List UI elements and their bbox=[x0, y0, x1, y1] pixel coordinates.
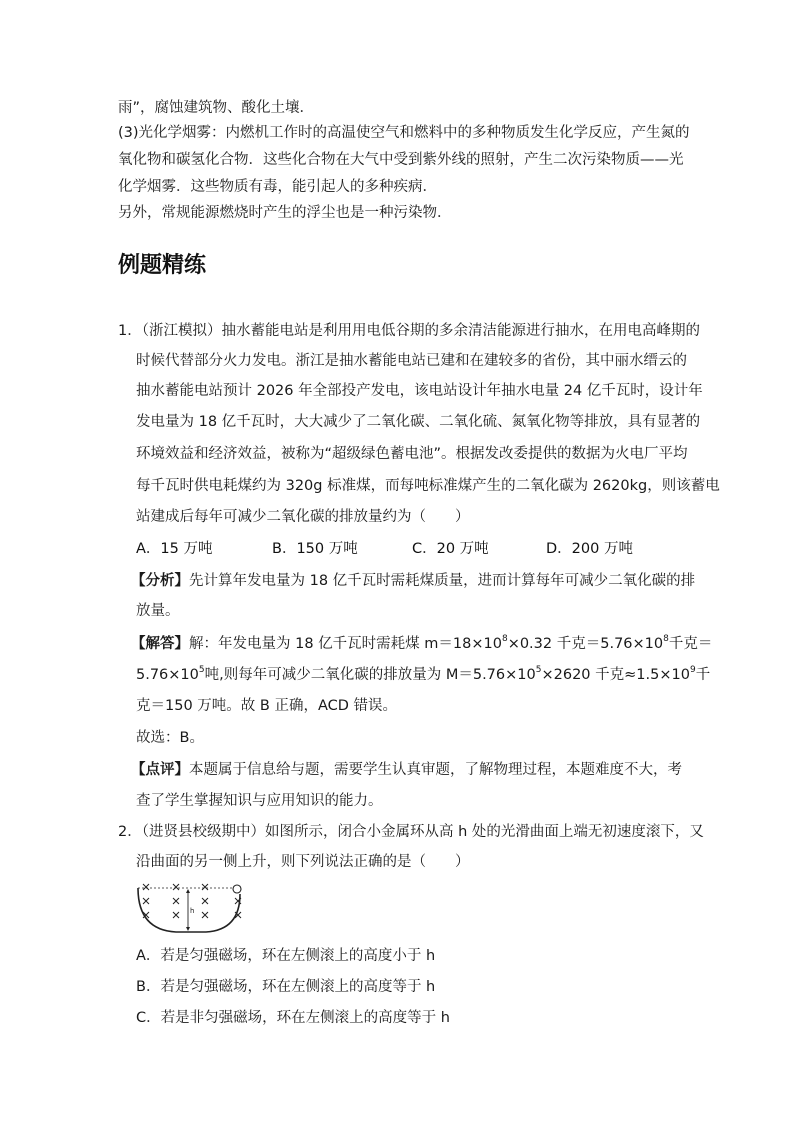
sol-l2-sup2: 5 bbox=[535, 665, 542, 676]
q1-line-2: 时候代替部分火力发电。浙江是抽水蓄能电站已建和在建较多的省份，其中丽水缙云的 bbox=[136, 353, 687, 369]
q1-line-5: 环境效益和经济效益，被称为“超级绿色蓄电池”。根据发改委提供的数据为火电厂平均 bbox=[136, 446, 688, 462]
sol-l2-a: 5.76×10 bbox=[136, 667, 199, 683]
sol-l2-c: ×2620 千克≈1.5×10 bbox=[541, 667, 690, 683]
intro-line-2: (3)光化学烟雾：内燃机工作时的高温使空气和燃料中的多种物质发生化学反应，产生氮的 bbox=[118, 125, 690, 141]
q1-option-a: A．15 万吨 bbox=[136, 541, 213, 557]
sol-l2-b: 吨,则每年可减少二氧化碳的排放量为 M＝5.76×10 bbox=[204, 667, 536, 683]
comment-tag: 【点评】 bbox=[131, 762, 189, 778]
q1-choice: 故选：B。 bbox=[136, 730, 204, 746]
metal-ring-icon bbox=[233, 885, 241, 893]
magnetic-field-track-figure bbox=[136, 880, 251, 940]
q1-comment-line-1 bbox=[131, 760, 682, 780]
q1-option-b: B．150 万吨 bbox=[272, 541, 358, 557]
sol-l2-sup1: 5 bbox=[198, 665, 205, 676]
q1-option-c: C．20 万吨 bbox=[412, 541, 489, 557]
q1-line-7: 站建成后每年可减少二氧化碳的排放量约为（ ） bbox=[136, 509, 470, 525]
q2-option-b: B．若是匀强磁场，环在左侧滚上的高度等于 h bbox=[136, 979, 436, 995]
comment-text: 本题属于信息给与题，需要学生认真审题，了解物理过程，本题难度不大，考 bbox=[189, 762, 682, 778]
sol-l2-sup3: 9 bbox=[689, 665, 696, 676]
q2-option-a: A．若是匀强磁场，环在左侧滚上的高度小于 h bbox=[136, 948, 436, 964]
curved-track bbox=[138, 888, 240, 932]
q1-analysis-line-2: 放量。 bbox=[136, 603, 180, 619]
q2-option-c: C．若是非匀强磁场，环在左侧滚上的高度等于 h bbox=[136, 1010, 450, 1026]
height-label: h bbox=[190, 907, 195, 915]
height-arrow-head-top bbox=[186, 889, 190, 893]
q1-solution-line-2 bbox=[136, 665, 710, 685]
height-arrow-head-bottom bbox=[186, 927, 190, 931]
solution-tag: 【解答】 bbox=[131, 636, 189, 652]
analysis-text: 先计算年发电量为 18 亿千瓦时需耗煤质量，进而计算每年可减少二氧化碳的排 bbox=[189, 573, 696, 589]
q2-line-2: 沿曲面的另一侧上升，则下列说法正确的是（ ） bbox=[136, 854, 470, 870]
q1-line-3: 抽水蓄能电站预计 2026 年全部投产发电，该电站设计年抽水电量 24 亿千瓦时，设计年 bbox=[136, 383, 703, 399]
sol-l2-d: 千 bbox=[695, 667, 711, 683]
q1-line-4: 发电量为 18 亿千瓦时，大大减少了二氧化碳、二氧化硫、氮氧化物等排放，具有显著的 bbox=[136, 414, 701, 430]
q1-line-6: 每千瓦时供电耗煤约为 320g 标准煤，而每吨标准煤产生的二氧化碳为 2620kg，则该蓄电 bbox=[136, 478, 720, 494]
q2-line-1: 2．（进贤县校级期中）如图所示，闭合小金属环从高 h 处的光滑曲面上端无初速度滚下，又 bbox=[118, 824, 704, 840]
q1-solution-line-3: 克＝150 万吨。故 B 正确，ACD 错误。 bbox=[136, 698, 398, 714]
sol-l1-sup1: 8 bbox=[501, 634, 508, 645]
sol-l1-b: ×0.32 千克＝5.76×10 bbox=[507, 636, 664, 652]
sol-l1-c: 千克＝ bbox=[668, 636, 713, 652]
q1-option-d: D．200 万吨 bbox=[546, 541, 633, 557]
sol-l1-sup2: 8 bbox=[663, 634, 669, 645]
intro-line-5: 另外，常规能源燃烧时产生的浮尘也是一种污染物． bbox=[118, 205, 452, 221]
q1-line-1: 1．（浙江模拟）抽水蓄能电站是利用用电低谷期的多余清洁能源进行抽水，在用电高峰期的 bbox=[118, 323, 700, 339]
q1-comment-line-2: 查了学生掌握知识与应用知识的能力。 bbox=[136, 793, 383, 809]
intro-line-1: 雨”，腐蚀建筑物、酸化土壤． bbox=[118, 100, 315, 116]
sol-l1-a: 解：年发电量为 18 亿千瓦时需耗煤 m＝18×10 bbox=[189, 636, 502, 652]
q1-solution-line-1 bbox=[131, 634, 712, 654]
q1-analysis-line-1 bbox=[131, 571, 695, 591]
section-title: 例题精练 bbox=[118, 253, 207, 278]
intro-line-3: 氧化物和碳氢化合物．这些化合物在大气中受到紫外线的照射，产生二次污染物质——光 bbox=[118, 152, 684, 168]
analysis-tag: 【分析】 bbox=[131, 573, 189, 589]
intro-line-4: 化学烟雾．这些物质有毒，能引起人的多种疾病． bbox=[118, 179, 437, 195]
